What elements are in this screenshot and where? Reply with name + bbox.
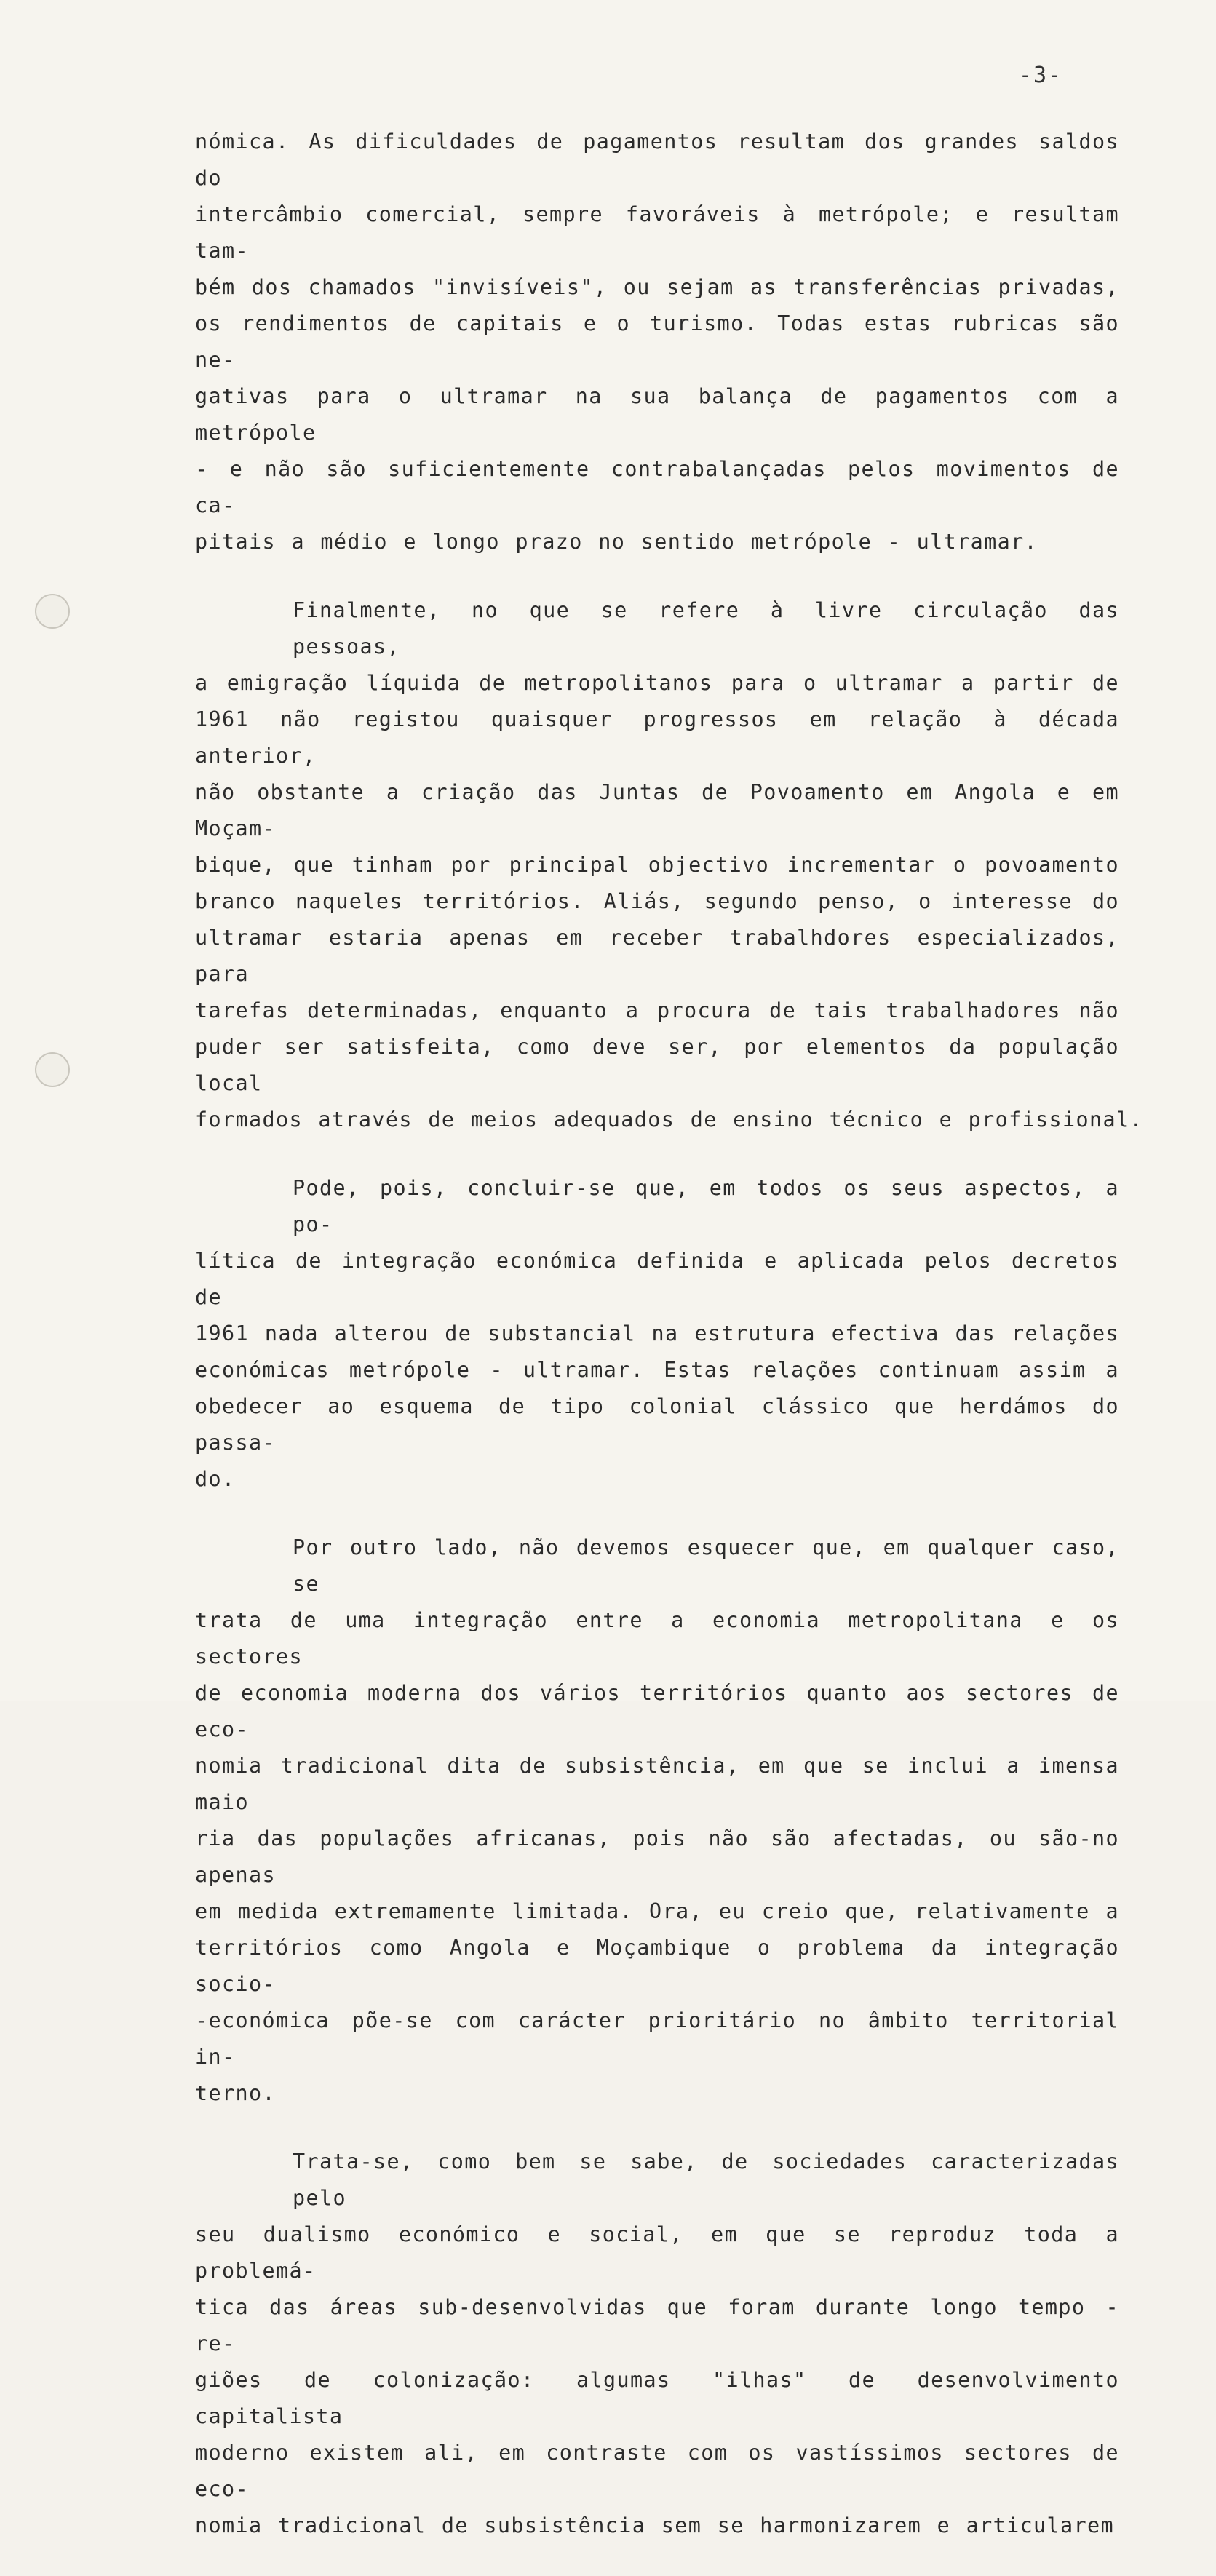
text-line: Pode, pois, concluir-se que, em todos os seus aspectos, a po- — [293, 1176, 1119, 1236]
text-line: Trata-se, como bem se sabe, de sociedades caracterizadas pelo — [293, 2150, 1119, 2210]
text-line: nómica. As dificuldades de pagamentos resultam dos grandes saldos do — [195, 130, 1119, 190]
text-line: de economia moderna dos vários territórios quanto aos sectores de eco- — [195, 1681, 1119, 1741]
text-line: económicas metrópole - ultramar. Estas relações continuam assim a — [195, 1358, 1119, 1382]
text-line: gativas para o ultramar na sua balança de pagamentos com a metrópole — [195, 384, 1119, 445]
text-line: lítica de integração económica definida e aplicada pelos decretos de — [195, 1249, 1119, 1309]
text-line: ria das populações africanas, pois não são afectadas, ou são-no apenas — [195, 1826, 1119, 1887]
text-line: a emigração líquida de metropolitanos para o ultramar a partir de — [195, 671, 1119, 695]
text-line: Por outro lado, não devemos esquecer que, em qualquer caso, se — [293, 1535, 1119, 1596]
page-number: -3- — [1019, 63, 1063, 88]
text-line: giões de colonização: algumas "ilhas" de desenvolvimento capitalista — [195, 2368, 1119, 2428]
text-line: nomia tradicional de subsistência sem se harmonizarem e articularem — [195, 2513, 1115, 2537]
text-line: tarefas determinadas, enquanto a procura de tais trabalhadores não — [195, 998, 1119, 1022]
text-line: puder ser satisfeita, como deve ser, por elementos da população local — [195, 1035, 1119, 1095]
text-line: 1961 não registou quaisquer progressos em relação à década anterior, — [195, 707, 1119, 768]
body-text — [195, 124, 1143, 2576]
text-line: nomia tradicional dita de subsistência, em que se inclui a imensa maio — [195, 1754, 1119, 1814]
paragraph — [195, 592, 1143, 1138]
text-line: tica das áreas sub-desenvolvidas que foram durante longo tempo - re- — [195, 2295, 1119, 2356]
punch-hole — [35, 594, 70, 629]
punch-hole — [35, 1052, 70, 1087]
text-line: bém dos chamados "invisíveis", ou sejam as transferências privadas, — [195, 275, 1119, 299]
text-line: branco naqueles territórios. Aliás, segundo penso, o interesse do — [195, 889, 1119, 913]
text-line: bique, que tinham por principal objectivo incrementar o povoamento — [195, 853, 1119, 877]
text-line: 1961 nada alterou de substancial na estrutura efectiva das relações — [195, 1321, 1119, 1345]
paragraph — [195, 1530, 1119, 2112]
text-line: Finalmente, no que se refere à livre circulação das pessoas, — [293, 598, 1119, 659]
paragraph — [195, 1170, 1119, 1498]
text-line: intercâmbio comercial, sempre favoráveis à metrópole; e resultam tam- — [195, 202, 1119, 263]
text-line: em medida extremamente limitada. Ora, eu creio que, relativamente a — [195, 1899, 1119, 1923]
text-line: moderno existem ali, em contraste com os vastíssimos sectores de eco- — [195, 2441, 1119, 2501]
text-line: não obstante a criação das Juntas de Povoamento em Angola e em Moçam- — [195, 780, 1119, 840]
text-line: trata de uma integração entre a economia metropolitana e os sectores — [195, 1608, 1119, 1669]
text-line: seu dualismo económico e social, em que se reproduz toda a problemá- — [195, 2222, 1119, 2283]
text-line: obedecer ao esquema de tipo colonial clássico que herdámos do passa- — [195, 1394, 1119, 1455]
text-line: territórios como Angola e Moçambique o problema da integração socio- — [195, 1936, 1119, 1996]
text-line: - e não são suficientemente contrabalançadas pelos movimentos de ca- — [195, 457, 1119, 517]
text-line: -económica põe-se com carácter prioritário no âmbito territorial in- — [195, 2008, 1119, 2069]
paragraph — [195, 2144, 1119, 2544]
text-line: ultramar estaria apenas em receber trabalhdores especializados, para — [195, 926, 1119, 986]
text-line: formados através de meios adequados de ensino técnico e profissional. — [195, 1108, 1143, 1132]
text-line: terno. — [195, 2081, 276, 2105]
text-line: pitais a médio e longo prazo no sentido metrópole - ultramar. — [195, 530, 1038, 554]
text-line: do. — [195, 1467, 236, 1491]
text-line: os rendimentos de capitais e o turismo. Todas estas rubricas são ne- — [195, 311, 1119, 372]
paragraph — [195, 124, 1119, 560]
